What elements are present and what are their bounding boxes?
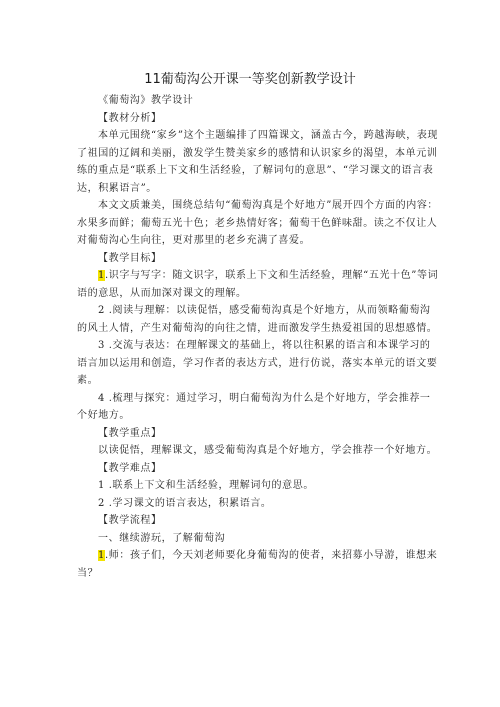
section-heading-flow: 【教学流程】 bbox=[98, 515, 162, 526]
section-heading-difficulties: 【教学难点】 bbox=[98, 462, 162, 474]
key-points-text: 以读促悟，理解课文，感受葡萄沟真是个好地方，学会推荐一个好地方。 bbox=[98, 445, 438, 456]
page-title: 11葡萄沟公开课一等奖创新教学设计 bbox=[144, 72, 356, 87]
textbook-paragraph-1: 本单元围绕“家乡”这个主题编排了四篇课文，涵盖古今，跨越海峡，表现了祖国的辽阔和美丽，激发学生赞美家乡的感情和认识家乡的渴望，本单元训练的重点是“联系上下文和生活经验，了解词句的意思”、“学习课文的语言表达，积累语言”。 bbox=[77, 130, 439, 194]
doc-subtitle: 《葡萄沟》教学设计 bbox=[98, 95, 194, 106]
difficulty-item-2: 2 .学习课文的语言表达，积累语言。 bbox=[98, 497, 272, 509]
goal-item-3: 3 .交流与表达：在理解课文的基础上，将以往积累的语言和本课学习的语言加以运用和创造，学习作者的表达方式，进行仿说，落实本单元的语文要素。 bbox=[77, 340, 438, 386]
goal-item-2: 2 .阅读与理解：以读促悟，感受葡萄沟真是个好地方，从而领略葡萄沟的风土人情，产生对葡萄沟的向往之情，进而激发学生热爱祖国的思想感情。 bbox=[77, 305, 438, 334]
section-heading-key-points: 【教学重点】 bbox=[98, 427, 162, 439]
goal-item-1-text: .识字与写字：随文识字，联系上下文和生活经验，理解“五光十色”等词语的意思，从而加深对课文的理解。 bbox=[77, 270, 439, 299]
section-heading-goals: 【教学目标】 bbox=[98, 252, 162, 264]
document-body bbox=[77, 92, 439, 582]
difficulty-item-1: 1 .联系上下文和生活经验，理解词句的意思。 bbox=[98, 480, 314, 491]
section-heading-textbook: 【教材分析】 bbox=[98, 112, 162, 124]
highlighted-number: 1 bbox=[98, 270, 105, 281]
highlighted-number: 1 bbox=[98, 550, 105, 561]
goal-item-4: 4 .梳理与探究：通过学习，明白葡萄沟为什么是个好地方，学会推荐一个好地方。 bbox=[77, 392, 431, 421]
flow-step-1: 一、继续游玩，了解葡萄沟 bbox=[98, 532, 226, 544]
flow-item-1 bbox=[77, 547, 439, 582]
textbook-paragraph-2: 本文文质兼美，围绕总结句“葡萄沟真是个好地方”展开四个方面的内容：水果多而鲜；葡萄五光十色；老乡热情好客；葡萄干色鲜味甜。读之不仅让人对葡萄沟心生向往，更对那里的老乡充满了喜爱。 bbox=[77, 200, 439, 246]
flow-item-1-text: .师：孩子们，今天刘老师要化身葡萄沟的使者，来招募小导游，谁想来当？ bbox=[77, 550, 438, 579]
goal-item-1 bbox=[77, 267, 439, 302]
